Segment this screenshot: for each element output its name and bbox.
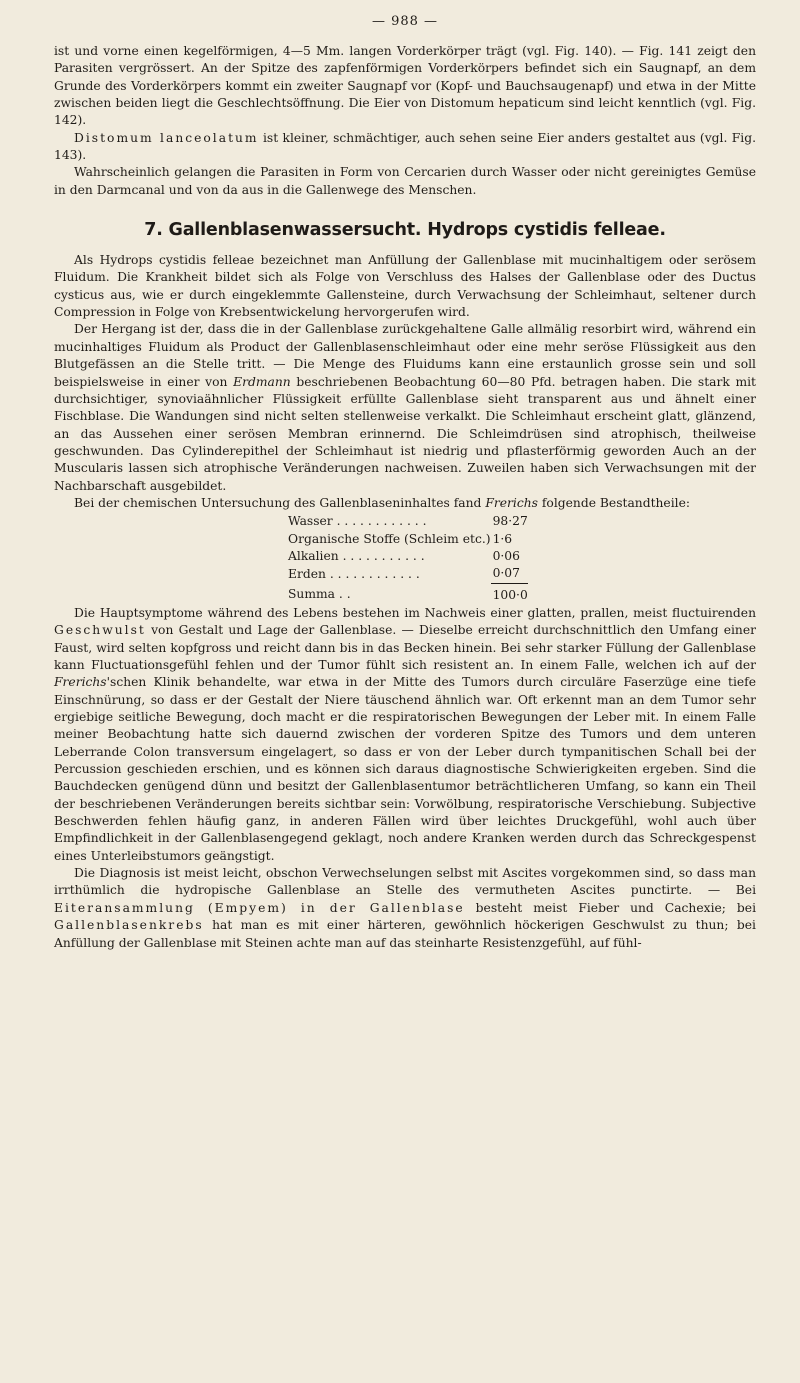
table-row	[288, 548, 528, 565]
term-geschwulst: Geschwulst	[54, 623, 146, 638]
component-label: Alkalien . . . . . . . . . . .	[288, 548, 425, 563]
component-label: Organische Stoffe (Schleim etc.)	[288, 531, 491, 546]
table-sum-row	[288, 583, 528, 604]
species-name: Distomum lanceolatum	[74, 130, 259, 145]
symptoms-paragraph	[54, 605, 756, 865]
component-value: 1·6	[492, 531, 513, 546]
table-row	[288, 565, 528, 583]
diagnosis-text-b: besteht meist Fieber und Cachexie; bei	[464, 900, 756, 915]
author-frerichs-2: Frerichs	[54, 675, 107, 690]
sum-label: Summa . .	[288, 587, 351, 602]
body-paragraph-3	[54, 495, 756, 512]
component-value: 0·07	[491, 565, 528, 583]
diagnosis-text-c: hat man es mit einer härteren, gewöhnlich höckerigen Geschwulst zu thun; bei Anfüllung der Gallenblase mit Steinen achte man auf das steinharte Resistenzgefühl, auf fühl-	[54, 918, 756, 950]
component-value: 0·06	[492, 548, 520, 563]
intro-paragraph-2	[54, 130, 756, 165]
intro-paragraph-2-text: ist kleiner, schmächtiger, auch sehen seine Eier anders gestaltet aus (vgl. Fig. 143).	[54, 130, 756, 163]
body-paragraph-2-text-b: beschriebenen Beobachtung 60—80 Pfd. betragen haben. Die stark mit durchsichtiger, synoviaähnlicher Flüssigkeit erfüllte Gallenblase sieht transparent aus und ähnelt einer Fischblase. Die Wandungen sind nicht selten stellenweise verkalkt. Die Schleimhaut erscheint glatt, glänzend, an das Aussehen einer serösen Membran erinnernd. Die Schleimdrüsen sind atrophisch, theilweise geschwunden. Das Cylinderepithel der Schleimhaut ist niedrig und pflasterförmig geworden Auch an der Muscularis lassen sich atrophische Veränderungen nachweisen. Zuweilen haben sich Verwachsungen mit der Nachbarschaft ausgebildet.	[54, 374, 756, 493]
table-row	[288, 513, 528, 530]
component-value: 98·27	[492, 514, 528, 529]
diagnosis-paragraph	[54, 865, 756, 952]
body-paragraph-3-text-b: folgende Bestandtheile:	[537, 495, 690, 510]
intro-paragraph-1: ist und vorne einen kegelförmigen, 4—5 Mm. langen Vorderkörper trägt (vgl. Fig. 140). — Fig. 141 zeigt den Parasiten vergrössert. An der Spitze des zapfenförmigen Vorderkörpers befindet sich ein Saugnapf, an dem Grunde des Vorderkörpers kommt ein zweiter Saugnapf vor (Kopf- und Bauchsaugenapf) und etwa in der Mitte zwischen beiden liegt die Geschlechtsöffnung. Die Eier von Distomum hepaticum sind leicht kenntlich (vgl. Fig. 142).	[54, 44, 756, 128]
diagnosis-text-a: Die Diagnosis ist meist leicht, obschon Verwechselungen selbst mit Ascites vorgekommen sind, so dass man irrthümlich die hydropische Gallenblase an Stelle des vermutheten Ascites punctirte. — Bei	[54, 866, 756, 898]
symptoms-text-b: von Gestalt und Lage der Gallenblase. — Dieselbe erreicht durchschnittlich den Umfang einer Faust, wird selten kopfgross und reicht dann bis in das Becken hinein. Bei sehr starker Füllung der Gallenblase kann Fluctuationsgefühl fehlen und der Tumor fühlt sich resistent an. In einem Falle, welchen ich auf der	[54, 623, 756, 672]
table-row	[288, 531, 528, 548]
symptoms-text-a: Die Hauptsymptome während des Lebens bestehen im Nachweis einer glatten, prallen, meist fluctuirenden	[74, 605, 756, 620]
body-paragraph-1: Als Hydrops cystidis felleae bezeichnet man Anfüllung der Gallenblase mit mucinhaltigem oder serösem Fluidum. Die Krankheit bildet sich als Folge von Verschluss des Halses der Gallenblase oder des Ductus cysticus aus, wie er durch eingeklemmte Gallensteine, durch Verwachsung der Schleimhaut, seltener durch Compression in Folge von Krebsentwickelung hervorgerufen wird.	[54, 253, 756, 320]
body-paragraph-2-text-a: Der Hergang ist der, dass die in der Gallenblase zurückgehaltene Galle allmälig resorbirt wird, während ein mucinhaltiges Fluidum als Product der Gallenblasenschleimhaut oder eine mehr seröse Flüssigkeit aus den Blutgefässen an die Stelle tritt. — Die Menge des Fluidums kann eine erstaunlich grosse sein und soll beispielsweise in einer von	[54, 322, 756, 389]
component-label: Wasser . . . . . . . . . . . .	[288, 514, 427, 529]
intro-paragraph-3: Wahrscheinlich gelangen die Parasiten in Form von Cercarien durch Wasser oder nicht gereinigtes Gemüse in den Darmcanal und von da aus in die Gallenwege des Menschen.	[54, 165, 756, 197]
term-gallenblasenkrebs: Gallenblasenkrebs	[54, 918, 204, 933]
body-paragraph-3-text-a: Bei der chemischen Untersuchung des Gallenblaseninhaltes fand	[74, 495, 486, 510]
author-erdmann: Erdmann	[233, 374, 291, 389]
component-label: Erden . . . . . . . . . . . .	[288, 566, 420, 581]
term-empyem: Eiteransammlung (Empyem) in der Gallenblase	[54, 900, 465, 915]
symptoms-text-c: 'schen Klinik behandelte, war etwa in der Mitte des Tumors durch circuläre Faserzüge eine tiefe Einschnürung, so dass er der Gestalt der Niere täuschend ähnlich war. Oft erkennt man an dem Tumor sehr ergiebige seitliche Bewegung, doch macht er die respiratorischen Bewegungen der Leber mit. In einem Falle meiner Beobachtung hatte sich dauernd zwischen der vorderen Spitze des Tumors und dem unteren Leberrande Colon transversum eingelagert, so dass er von der Leber durch tympanitischen Schall bei der Percussion geschieden erschien, und es können sich daraus diagnostische Schwierigkeiten ergeben. Sind die Bauchdecken genügend dünn und besitzt der Gallenblasentumor beträchtlicheren Umfang, so kann ein Theil der beschriebenen Veränderungen bereits sichtbar sein: Vorwölbung, respiratorische Verschiebung. Subjective Beschwerden fehlen häufig ganz, in anderen Fällen wird über leichtes Druckgefühl, wohl auch über Empfindlichkeit in der Gallenblasengegend geklagt, noch andere Kranken werden durch das Schreckgespenst eines Unterleibstumors geängstigt.	[54, 675, 756, 863]
body-paragraph-2	[54, 321, 756, 494]
sum-value: 100·0	[492, 587, 528, 602]
page-number: — 988 —	[371, 14, 439, 29]
author-frerichs: Frerichs	[485, 495, 538, 510]
composition-table	[288, 513, 528, 604]
section-title: 7. Gallenblasenwassersucht. Hydrops cystidis felleae.	[144, 220, 666, 241]
